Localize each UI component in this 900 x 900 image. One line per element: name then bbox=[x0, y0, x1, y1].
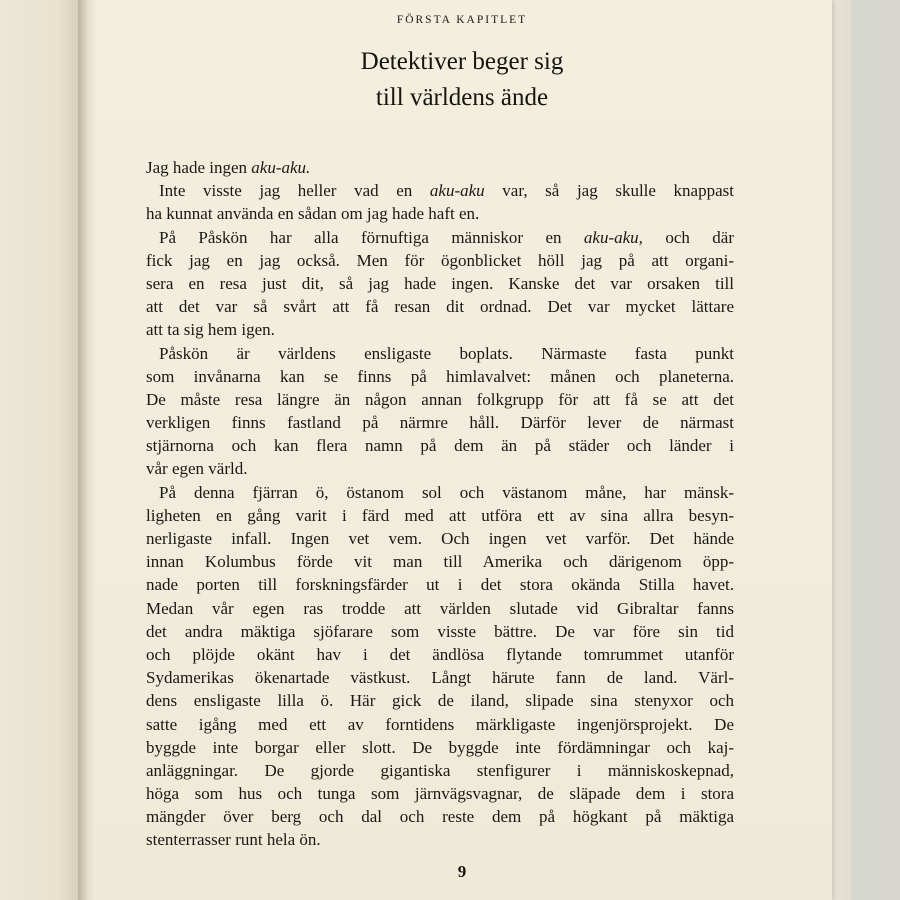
text-run: innan Kolumbus förde vit man till Amerika och därigenom öpp- bbox=[146, 552, 734, 572]
text-line bbox=[146, 736, 734, 759]
text-line bbox=[146, 666, 734, 689]
text-line bbox=[146, 689, 734, 712]
text-run: stenterrasser runt hela ön. bbox=[146, 830, 321, 850]
text-run: satte igång med ett av forntidens märkligaste ingenjörsprojekt. De bbox=[146, 714, 734, 734]
text-line bbox=[146, 365, 734, 388]
book-gutter bbox=[78, 0, 96, 900]
text-line bbox=[146, 226, 734, 249]
text-run: Inte visste jag heller vad en bbox=[159, 181, 430, 201]
text-line bbox=[146, 202, 734, 225]
text-run: och plöjde okänt hav i det ändlösa flytande tomrummet utanför bbox=[146, 644, 734, 664]
text-line bbox=[146, 504, 734, 527]
text-line bbox=[146, 388, 734, 411]
text-run: Sydamerikas ökenartade västkust. Långt härute fann de land. Värl- bbox=[146, 668, 734, 688]
text-line bbox=[146, 342, 734, 365]
text-run: De måste resa längre än någon annan folkgrupp för att få se att det bbox=[146, 389, 734, 409]
chapter-title-line: till världens ände bbox=[375, 84, 549, 111]
text-run: På denna fjärran ö, östanom sol och västanom måne, har mänsk- bbox=[159, 482, 734, 502]
page-number: 9 bbox=[457, 862, 467, 881]
running-head: FÖRSTA KAPITLET bbox=[396, 14, 528, 26]
text-run: vår egen värld. bbox=[146, 459, 248, 479]
chapter-title-line: Detektiver beger sig bbox=[360, 48, 564, 75]
text-line bbox=[146, 805, 734, 828]
text-run: Påskön är världens ensligaste boplats. Närmaste fasta punkt bbox=[159, 343, 734, 363]
text-run: som invånarna kan se finns på himlavalvet: månen och planeterna. bbox=[146, 366, 734, 386]
chapter-title bbox=[92, 44, 832, 116]
text-run: På Påskön har alla förnuftiga människor en bbox=[159, 227, 584, 247]
text-run: nerligaste infall. Ingen vet vem. Och ingen vet varför. Det hände bbox=[146, 529, 734, 548]
italic-term: aku-aku. bbox=[251, 158, 311, 177]
text-run: anläggningar. De gjorde gigantiska stenfigurer i människoskepnad, bbox=[146, 760, 734, 780]
text-run: byggde inte borgar eller slott. De byggde inte fördämningar och kaj- bbox=[146, 737, 734, 757]
text-line bbox=[146, 782, 734, 805]
text-line bbox=[146, 318, 734, 341]
text-line bbox=[146, 249, 734, 272]
italic-term: aku-aku, bbox=[583, 227, 643, 247]
text-run: var, så jag skulle knappast bbox=[484, 181, 734, 201]
text-run: att ta sig hem igen. bbox=[146, 320, 275, 340]
text-line bbox=[146, 759, 734, 782]
body-text bbox=[146, 156, 734, 852]
italic-term: aku-aku bbox=[429, 181, 485, 201]
text-run: stjärnorna och kan flera namn på dem än på städer och länder i bbox=[146, 436, 734, 456]
text-line bbox=[146, 481, 734, 504]
text-run: att det var så svårt att få resan dit ordnad. Det var mycket lättare bbox=[146, 297, 734, 317]
text-run: dens ensligaste lilla ö. Här gick de iland, slipade sina stenyxor och bbox=[146, 691, 734, 711]
text-line bbox=[146, 295, 734, 318]
text-run: och där bbox=[642, 227, 734, 247]
text-line bbox=[146, 457, 734, 480]
text-run: Jag hade ingen bbox=[146, 158, 252, 177]
text-line bbox=[146, 434, 734, 457]
text-run: höga som hus och tunga som järnvägsvagnar, de släpade dem i stora bbox=[146, 784, 734, 804]
text-run: Medan vår egen ras trodde att världen slutade vid Gibraltar fanns bbox=[146, 598, 734, 618]
text-line bbox=[146, 828, 734, 851]
book-page bbox=[92, 0, 832, 900]
text-line bbox=[146, 272, 734, 295]
text-line bbox=[146, 597, 734, 620]
text-line bbox=[146, 179, 734, 202]
text-line bbox=[146, 411, 734, 434]
text-run: nade porten till forskningsfärder ut i det stora okända Stilla havet. bbox=[146, 575, 734, 595]
text-line bbox=[146, 573, 734, 596]
text-run: fick jag en jag också. Men för ögonblicket höll jag på att organi- bbox=[146, 250, 734, 270]
text-line bbox=[146, 713, 734, 736]
text-run: ligheten en gång varit i färd med att utföra ett av sina allra besyn- bbox=[146, 505, 734, 525]
text-line bbox=[146, 643, 734, 666]
text-run: sera en resa just dit, så jag hade ingen. Kanske det var orsaken till bbox=[146, 273, 734, 293]
text-run: det andra mäktiga sjöfarare som visste bättre. De var före sin tid bbox=[146, 621, 734, 641]
text-run: ha kunnat använda en sådan om jag hade haft en. bbox=[146, 204, 480, 224]
text-run: mängder över berg och dal och reste dem på högkant på mäktiga bbox=[146, 807, 734, 827]
text-line bbox=[146, 620, 734, 643]
text-line bbox=[146, 527, 734, 550]
text-line bbox=[146, 550, 734, 573]
text-run: verkligen finns fastland på närmre håll. Därför lever de närmast bbox=[146, 413, 734, 433]
text-line bbox=[146, 156, 734, 179]
left-page-edge bbox=[0, 0, 82, 900]
